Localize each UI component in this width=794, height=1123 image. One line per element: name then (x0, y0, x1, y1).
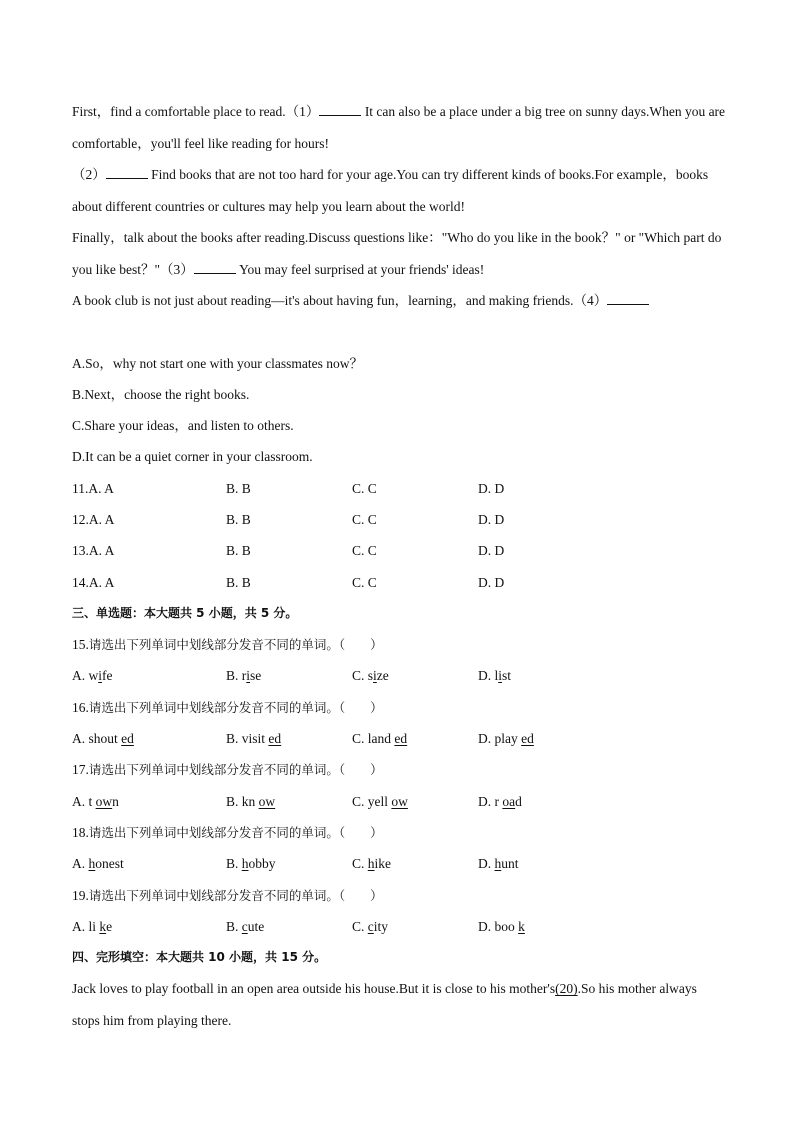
underlined-letters: ow (391, 793, 408, 809)
answer-option-b[interactable]: B. B (226, 543, 251, 559)
answer-row (72, 504, 726, 535)
question-prompt (72, 754, 726, 785)
question-number: 16. (72, 699, 89, 715)
answer-option-c[interactable]: C. C (352, 574, 377, 590)
underlined-letters: ed (394, 731, 408, 747)
answer-row (72, 473, 726, 504)
underlined-letters: c (367, 918, 374, 934)
option-c[interactable]: C. land ed (352, 731, 408, 747)
answer-option-c[interactable]: C. C (352, 480, 377, 496)
option-c[interactable]: C. size (352, 668, 389, 684)
option-d[interactable]: D. list (478, 668, 512, 684)
passage-text: Find books that are not too hard for your age.You can try different kinds of books.For example，books about different countries or cultures may help you learn about the world! (72, 167, 709, 214)
underlined-letters: oa (502, 793, 516, 809)
option-d[interactable]: D. hunt (478, 856, 519, 872)
passage-text: （2） (72, 167, 106, 182)
underlined-letters: h (88, 856, 96, 872)
section-4-heading: 四、完形填空：本大题共 10 小题，共 15 分。 (72, 950, 327, 965)
answer-option-c[interactable]: C. C (352, 511, 377, 527)
passage-text: Finally，talk about the books after reading.Discuss questions like："Who do you like in the book？" or "Which part do you like best？"（3） (72, 230, 722, 277)
question-number: 15. (72, 637, 89, 653)
passage-paragraph-2 (72, 159, 726, 222)
answer-row (72, 567, 726, 598)
cloze-text: .So his mother always stops him from playing there. (72, 981, 697, 1028)
underlined-letters: ed (521, 731, 534, 747)
option-d[interactable]: D. boo k (478, 918, 525, 934)
answer-option-a[interactable]: 13.A. A (72, 543, 115, 559)
phonics-questions (72, 629, 726, 942)
cloze-blank-20: (20) (555, 981, 578, 997)
option-b[interactable]: B. kn ow (226, 793, 276, 809)
answer-option-c[interactable]: C. C (352, 543, 377, 559)
spacer (72, 317, 726, 348)
underlined-letters: h (241, 856, 249, 872)
cloze-text: Jack loves to play football in an open area outside his house.But it is close to his mother's (72, 981, 556, 997)
answer-option-b[interactable]: B. B (226, 480, 251, 496)
underlined-letters: c (241, 918, 248, 934)
answer-option-b[interactable]: B. B (226, 574, 251, 590)
answer-option-a[interactable]: 12.A. A (72, 511, 115, 527)
passage-paragraph-3 (72, 222, 726, 285)
option-a[interactable]: A. li ke (72, 918, 113, 934)
question-number: 18. (72, 824, 89, 840)
sentence-option: C.Share your ideas，and listen to others. (72, 418, 294, 434)
question-number: 17. (72, 762, 89, 778)
question-text: 请选出下列单词中划线部分发音不同的单词。（ ） (88, 824, 383, 840)
passage-text: It can also be a place under a big tree on sunny days.When you are comfortable，you'll feel like reading for hours! (72, 104, 726, 151)
option-d[interactable]: D. play ed (478, 731, 534, 747)
passage-paragraph-1 (72, 96, 726, 159)
option-row (72, 911, 726, 942)
sentence-option: A.So，why not start one with your classmates now？ (72, 355, 363, 371)
underlined-letters: i (246, 668, 251, 684)
option-b[interactable]: B. hobby (226, 856, 276, 872)
question-prompt (72, 880, 726, 911)
blank-1 (319, 103, 361, 116)
option-b[interactable]: B. rise (226, 668, 262, 684)
option-a[interactable]: A. wife (72, 668, 113, 684)
answer-option-d[interactable]: D. D (478, 543, 505, 559)
answer-row (72, 535, 726, 566)
underlined-letters: ed (268, 731, 282, 747)
option-a[interactable]: A. honest (72, 856, 124, 872)
option-c[interactable]: C. yell ow (352, 793, 408, 809)
option-b[interactable]: B. cute (226, 918, 265, 934)
underlined-letters: h (494, 856, 502, 872)
blank-2 (106, 166, 148, 179)
underlined-letters: k (99, 918, 107, 934)
underlined-letters: h (367, 856, 375, 872)
option-c[interactable]: C. hike (352, 856, 392, 872)
answer-option-b[interactable]: B. B (226, 511, 251, 527)
question-text: 请选出下列单词中划线部分发音不同的单词。（ ） (88, 762, 383, 778)
document-page (72, 96, 726, 1036)
passage-paragraph-4 (72, 285, 726, 317)
question-number: 19. (72, 887, 89, 903)
blank-4 (607, 292, 649, 305)
option-a[interactable]: A. shout ed (72, 731, 134, 747)
passage-text: A book club is not just about reading—it's about having fun，learning，and making friends.（4） (72, 293, 608, 308)
underlined-letters: ow (258, 793, 276, 809)
option-row (72, 786, 726, 817)
question-prompt (72, 817, 726, 848)
section-3-heading: 三、单选题：本大题共 5 小题，共 5 分。 (72, 605, 298, 620)
option-a[interactable]: A. t own (72, 793, 119, 809)
answer-option-a[interactable]: 14.A. A (72, 574, 115, 590)
underlined-letters: ed (121, 731, 134, 747)
option-b[interactable]: B. visit ed (226, 731, 282, 747)
underlined-letters: i (498, 668, 503, 684)
question-text: 请选出下列单词中划线部分发音不同的单词。（ ） (88, 887, 383, 903)
answer-option-a[interactable]: 11.A. A (72, 480, 114, 496)
question-text: 请选出下列单词中划线部分发音不同的单词。（ ） (88, 699, 383, 715)
question-text: 请选出下列单词中划线部分发音不同的单词。（ ） (88, 637, 383, 653)
underlined-letters: i (98, 668, 103, 684)
answer-option-d[interactable]: D. D (478, 574, 505, 590)
blank-3 (194, 261, 236, 274)
option-row (72, 848, 726, 879)
question-prompt (72, 629, 726, 660)
option-c[interactable]: C. city (352, 918, 389, 934)
option-row (72, 660, 726, 691)
underlined-letters: i (373, 668, 377, 684)
underlined-letters: k (518, 918, 525, 934)
answer-option-d[interactable]: D. D (478, 511, 505, 527)
sentence-option: B.Next，choose the right books. (72, 386, 250, 402)
underlined-letters: ow (95, 793, 113, 809)
passage-text: First，find a comfortable place to read.（1） (72, 104, 320, 119)
answer-option-d[interactable]: D. D (478, 480, 505, 496)
option-row (72, 723, 726, 754)
sentence-option: D.It can be a quiet corner in your classroom. (72, 449, 313, 465)
cloze-passage (72, 973, 726, 1036)
question-prompt (72, 692, 726, 723)
option-d[interactable]: D. r oad (478, 793, 522, 809)
passage-text: You may feel surprised at your friends' ideas! (235, 261, 485, 277)
